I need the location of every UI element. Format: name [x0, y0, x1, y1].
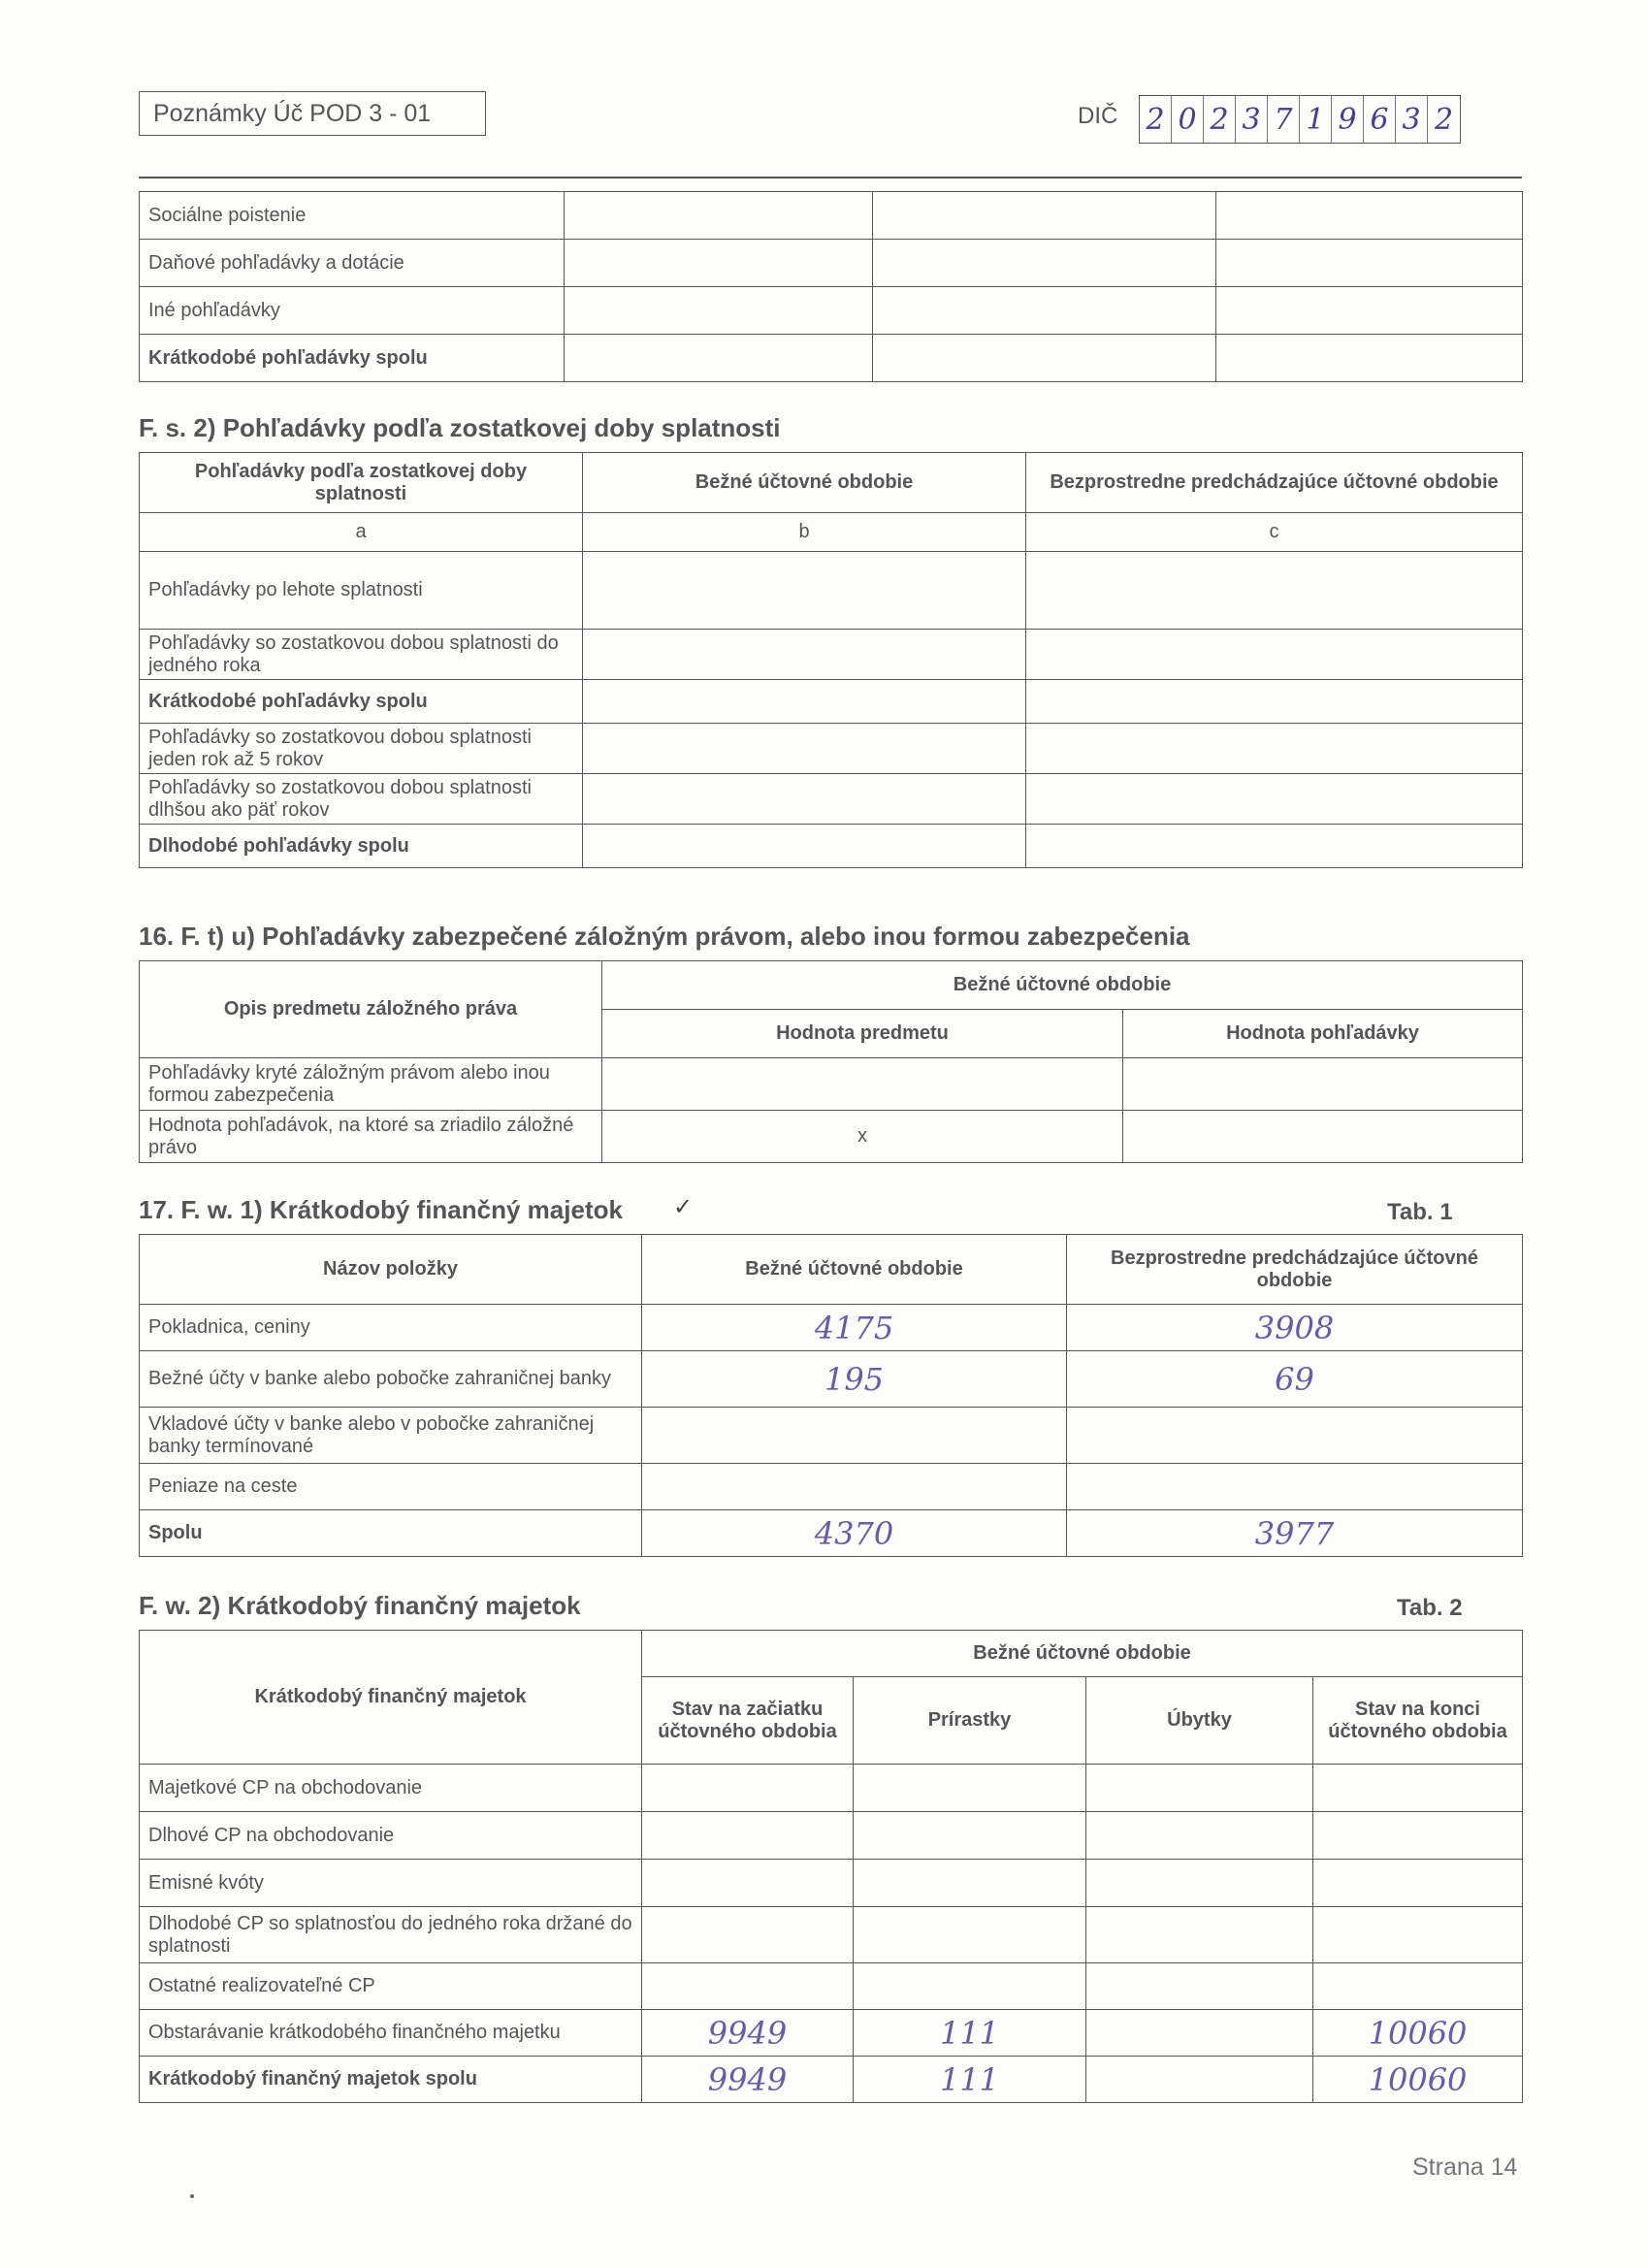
dic-digit: 6: [1364, 96, 1396, 143]
row-label: Majetkové CP na obchodovanie: [140, 1765, 642, 1812]
input-cell[interactable]: [583, 774, 1026, 825]
row-label: Hodnota pohľadávok, na ktoré sa zriadilo záložné právo: [140, 1111, 602, 1163]
row-label: Emisné kvóty: [140, 1860, 642, 1907]
input-cell[interactable]: [1026, 552, 1523, 630]
value-cell-end[interactable]: [1313, 1860, 1523, 1907]
dic-digit: 3: [1396, 96, 1428, 143]
column-letter: b: [583, 513, 1026, 552]
value-cell-previous[interactable]: [1067, 1408, 1523, 1464]
row-label: Pohľadávky po lehote splatnosti: [140, 552, 583, 630]
input-cell[interactable]: [873, 192, 1216, 240]
value-cell-additions[interactable]: 111: [854, 2010, 1086, 2057]
table-row: [140, 552, 1523, 630]
receivables-maturity-table: [139, 452, 1523, 868]
dic-label: DIČ: [1078, 103, 1118, 129]
column-header: Opis predmetu záložného práva: [140, 961, 602, 1058]
page-number: Strana 14: [1412, 2154, 1518, 2181]
value-cell-previous[interactable]: [1067, 1464, 1523, 1510]
value-cell-disposals[interactable]: [1086, 1812, 1313, 1860]
value-cell-additions[interactable]: [854, 1963, 1086, 2010]
dic-digit: 2: [1140, 96, 1172, 143]
row-label: Pohľadávky so zostatkovou dobou splatnosti dlhšou ako päť rokov: [140, 774, 583, 825]
row-label: Krátkodobé pohľadávky spolu: [140, 680, 583, 724]
tab-label-2: Tab. 2: [1397, 1595, 1463, 1621]
column-header: Bežné účtovné obdobie: [602, 961, 1523, 1010]
table-row: [140, 287, 1523, 335]
table-row: [140, 1305, 1523, 1351]
section-title-17: 17. F. w. 1) Krátkodobý finančný majetok: [139, 1195, 623, 1224]
value-cell-start[interactable]: 9949: [642, 2010, 854, 2057]
value-cell-current[interactable]: [642, 1408, 1067, 1464]
row-label: Krátkodobý finančný majetok spolu: [140, 2057, 642, 2103]
input-cell[interactable]: [873, 240, 1216, 287]
table-row: [140, 680, 1523, 724]
table-row: [140, 1111, 1523, 1163]
value-cell-start[interactable]: [642, 1812, 854, 1860]
table-row: [140, 1907, 1523, 1963]
row-label: Bežné účty v banke alebo pobočke zahraničnej banky: [140, 1351, 642, 1408]
column-header: Úbytky: [1086, 1677, 1313, 1765]
input-cell[interactable]: [1026, 680, 1523, 724]
form-id-box: [139, 91, 486, 136]
value-cell-disposals[interactable]: [1086, 1907, 1313, 1963]
value-cell-disposals[interactable]: [1086, 2010, 1313, 2057]
value-cell-disposals[interactable]: [1086, 1860, 1313, 1907]
value-cell-end[interactable]: [1313, 1907, 1523, 1963]
header-divider: [139, 177, 1522, 178]
column-header: Prírastky: [854, 1677, 1086, 1765]
short-term-financial-assets-table-2: [139, 1630, 1523, 2103]
table-row: [140, 2010, 1523, 2057]
short-term-financial-assets-table-1: [139, 1234, 1523, 1557]
column-header: Stav na konci účtovného obdobia: [1313, 1677, 1523, 1765]
section-title-fs2: F. s. 2) Pohľadávky podľa zostatkovej doby splatnosti: [139, 413, 781, 442]
column-header: Hodnota pohľadávky: [1123, 1010, 1523, 1058]
value-cell-end[interactable]: 10060: [1313, 2010, 1523, 2057]
value-cell-end[interactable]: 10060: [1313, 2057, 1523, 2103]
dic-digit: 2: [1434, 103, 1454, 137]
row-label: Pohľadávky kryté záložným právom alebo inou formou zabezpečenia: [140, 1058, 602, 1111]
row-label: Dlhodobé pohľadávky spolu: [140, 825, 583, 868]
value-cell-start[interactable]: [642, 1963, 854, 2010]
input-cell[interactable]: [583, 552, 1026, 630]
column-letter: c: [1026, 513, 1523, 552]
value-cell-additions[interactable]: [854, 1907, 1086, 1963]
value-cell-current[interactable]: 4175: [642, 1305, 1067, 1351]
value-cell-end[interactable]: [1313, 1812, 1523, 1860]
column-header: Bežné účtovné obdobie: [642, 1631, 1523, 1677]
value-cell-disposals[interactable]: [1086, 2057, 1313, 2103]
row-label: Iné pohľadávky: [140, 287, 565, 335]
table-row: [140, 1408, 1523, 1464]
value-cell-current[interactable]: [642, 1464, 1067, 1510]
row-label: Ostatné realizovateľné CP: [140, 1963, 642, 2010]
input-cell[interactable]: [1026, 774, 1523, 825]
input-cell[interactable]: [873, 287, 1216, 335]
column-header: Bezprostredne predchádzajúce účtovné obdobie: [1026, 453, 1523, 513]
table-row: [140, 1860, 1523, 1907]
value-cell-current[interactable]: 195: [642, 1351, 1067, 1408]
row-label: Sociálne poistenie: [140, 192, 565, 240]
column-letter: a: [140, 513, 583, 552]
column-header: Bezprostredne predchádzajúce účtovné obdobie: [1067, 1235, 1523, 1305]
value-cell-disposals[interactable]: [1086, 1765, 1313, 1812]
input-cell[interactable]: [1026, 630, 1523, 680]
row-label: Dlhové CP na obchodovanie: [140, 1812, 642, 1860]
table-row: [140, 2057, 1523, 2103]
column-header: Bežné účtovné obdobie: [583, 453, 1026, 513]
row-label: Pohľadávky so zostatkovou dobou splatnosti jeden rok až 5 rokov: [140, 724, 583, 774]
input-cell[interactable]: [1026, 825, 1523, 868]
value-cell-start[interactable]: [642, 1907, 854, 1963]
dic-digit: 7: [1268, 96, 1300, 143]
column-header: Názov položky: [140, 1235, 642, 1305]
table-row: [140, 1963, 1523, 2010]
input-cell[interactable]: [1026, 724, 1523, 774]
input-cell[interactable]: [1216, 287, 1523, 335]
input-cell[interactable]: [583, 724, 1026, 774]
dic-digit: 1: [1300, 96, 1332, 143]
value-cell-previous[interactable]: 69: [1067, 1351, 1523, 1408]
dic-digit: 2: [1204, 96, 1236, 143]
input-cell[interactable]: x: [602, 1111, 1123, 1163]
table-row: [140, 1351, 1523, 1408]
input-cell[interactable]: [565, 192, 873, 240]
receivables-continuation-table: [139, 191, 1523, 382]
column-header: Stav na začiatku účtovného obdobia: [642, 1677, 854, 1765]
input-cell[interactable]: [1216, 240, 1523, 287]
value-cell-previous[interactable]: 3908: [1067, 1305, 1523, 1351]
input-cell[interactable]: [1123, 1058, 1523, 1111]
value-cell-additions[interactable]: [854, 1812, 1086, 1860]
input-cell[interactable]: [602, 1058, 1123, 1111]
table-row: [140, 1464, 1523, 1510]
table-row: [140, 825, 1523, 868]
table-row: [140, 192, 1523, 240]
form-id: Poznámky Úč POD 3 - 01: [153, 100, 432, 127]
secured-receivables-table: [139, 960, 1523, 1163]
table-row: [140, 774, 1523, 825]
row-label: Krátkodobé pohľadávky spolu: [140, 335, 565, 382]
section-title-fw2: F. w. 2) Krátkodobý finančný majetok: [139, 1591, 581, 1620]
tab-label-1: Tab. 1: [1387, 1199, 1453, 1225]
table-row: [140, 1058, 1523, 1111]
input-cell[interactable]: [583, 630, 1026, 680]
table-row: [140, 335, 1523, 382]
dic-digit: 3: [1236, 96, 1268, 143]
input-cell[interactable]: [583, 825, 1026, 868]
value-cell-additions[interactable]: [854, 1765, 1086, 1812]
row-label: Pohľadávky so zostatkovou dobou splatnosti do jedného roka: [140, 630, 583, 680]
table-row: [140, 1510, 1523, 1557]
input-cell[interactable]: [873, 335, 1216, 382]
table-row: [140, 1765, 1523, 1812]
input-cell[interactable]: [1216, 335, 1523, 382]
row-label: Obstarávanie krátkodobého finančného majetku: [140, 2010, 642, 2057]
input-cell[interactable]: [583, 680, 1026, 724]
row-label: Daňové pohľadávky a dotácie: [140, 240, 565, 287]
row-label: Vkladové účty v banke alebo v pobočke zahraničnej banky termínované: [140, 1408, 642, 1464]
section-title-16: 16. F. t) u) Pohľadávky zabezpečené záložným právom, alebo inou formou zabezpečenia: [139, 922, 1190, 951]
row-label: Peniaze na ceste: [140, 1464, 642, 1510]
row-label: Pokladnica, ceniny: [140, 1305, 642, 1351]
input-cell[interactable]: [565, 335, 873, 382]
dic-digit: 9: [1332, 96, 1364, 143]
table-row: [140, 630, 1523, 680]
table-row: [140, 724, 1523, 774]
column-header: Pohľadávky podľa zostatkovej doby splatnosti: [140, 453, 583, 513]
check-mark-icon: ✓: [673, 1194, 694, 1220]
column-header: Krátkodobý finančný majetok: [140, 1631, 642, 1765]
table-row: [140, 1812, 1523, 1860]
input-cell[interactable]: [565, 240, 873, 287]
value-cell-end[interactable]: [1313, 1765, 1523, 1812]
dic-box: [1139, 95, 1461, 144]
value-cell-previous[interactable]: 3977: [1067, 1510, 1523, 1557]
value-cell-start[interactable]: [642, 1765, 854, 1812]
value-cell-end[interactable]: [1313, 1963, 1523, 2010]
value-cell-current[interactable]: 4370: [642, 1510, 1067, 1557]
value-cell-additions[interactable]: 111: [854, 2057, 1086, 2103]
value-cell-start[interactable]: 9949: [642, 2057, 854, 2103]
dic-digit: 0: [1172, 96, 1204, 143]
value-cell-disposals[interactable]: [1086, 1963, 1313, 2010]
input-cell[interactable]: [1216, 192, 1523, 240]
row-label: Dlhodobé CP so splatnosťou do jedného roka držané do splatnosti: [140, 1907, 642, 1963]
input-cell[interactable]: [1123, 1111, 1523, 1163]
row-label: Spolu: [140, 1510, 642, 1557]
value-cell-additions[interactable]: [854, 1860, 1086, 1907]
scan-speck: [190, 2194, 194, 2198]
column-header: Bežné účtovné obdobie: [642, 1235, 1067, 1305]
input-cell[interactable]: [565, 287, 873, 335]
table-row: [140, 240, 1523, 287]
value-cell-start[interactable]: [642, 1860, 854, 1907]
column-header: Hodnota predmetu: [602, 1010, 1123, 1058]
